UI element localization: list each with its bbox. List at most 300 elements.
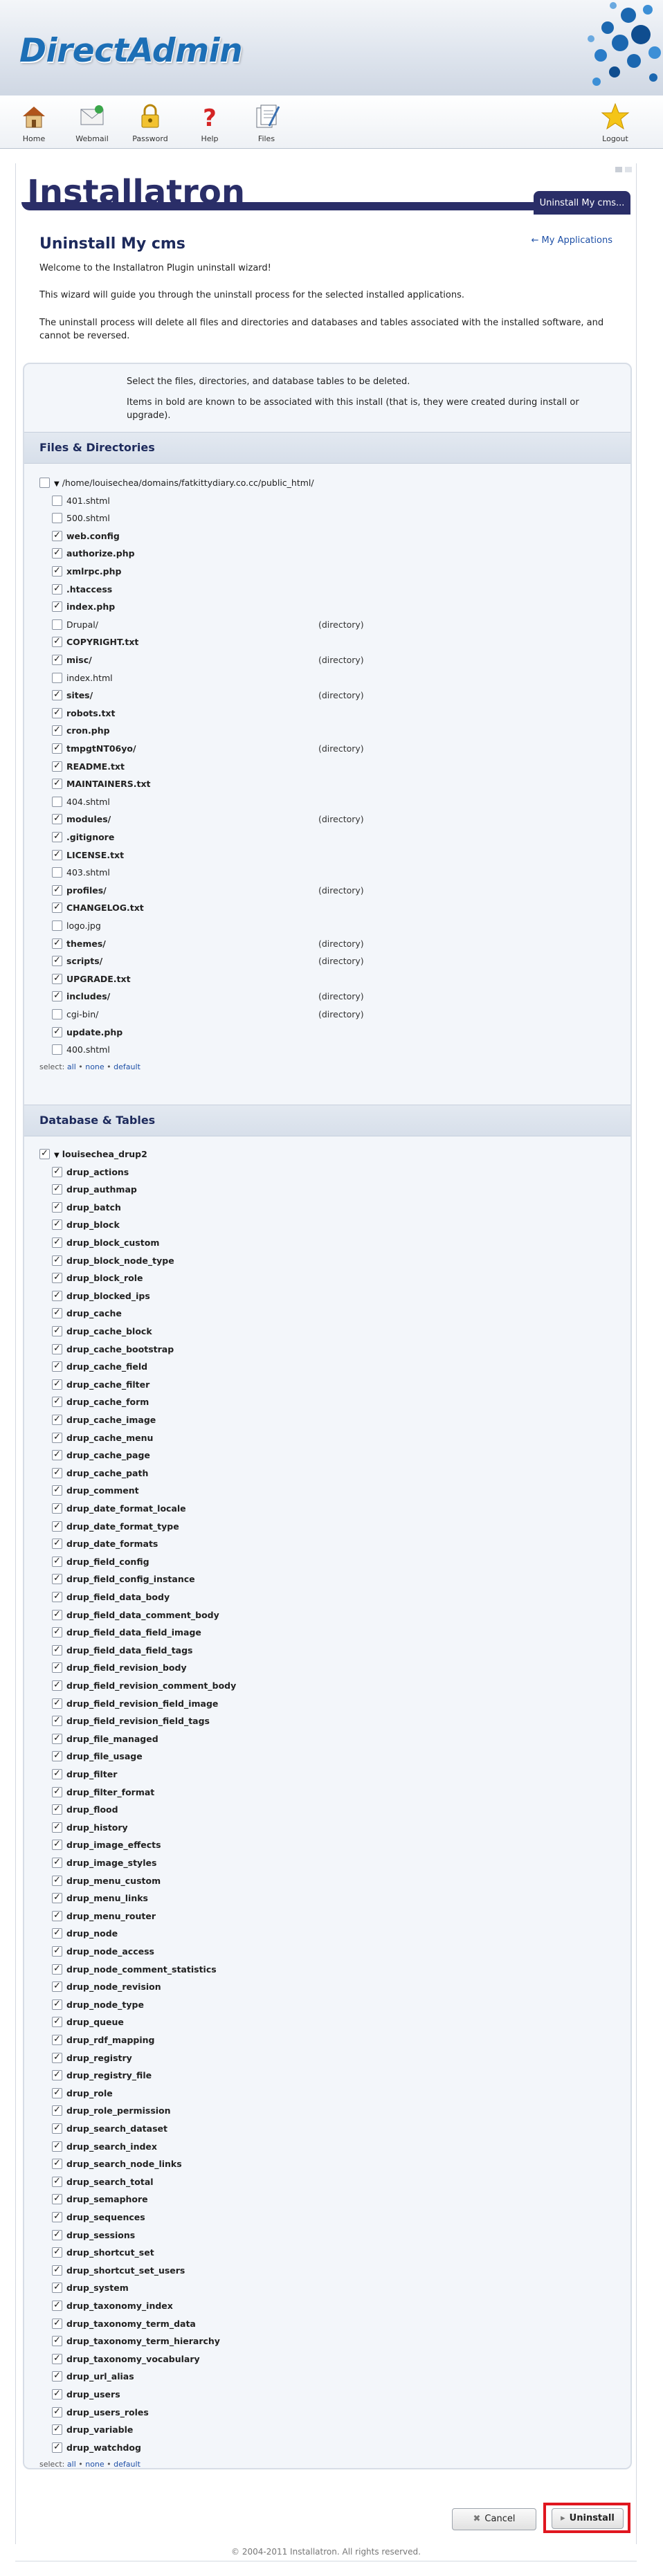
file-row[interactable] bbox=[52, 529, 120, 543]
db-table-row[interactable] bbox=[52, 2122, 167, 2136]
checkbox[interactable] bbox=[52, 2389, 62, 2400]
checkbox[interactable] bbox=[52, 2194, 62, 2204]
db-table-row[interactable] bbox=[52, 1165, 129, 1179]
checkbox[interactable] bbox=[52, 1237, 62, 1248]
directory-tag: (directory) bbox=[318, 690, 364, 701]
db-table-row[interactable] bbox=[52, 1325, 152, 1339]
table-name: drup_image_effects bbox=[66, 1840, 161, 1851]
checkbox[interactable] bbox=[52, 548, 62, 559]
checkbox[interactable] bbox=[52, 566, 62, 577]
checkbox[interactable] bbox=[52, 2070, 62, 2080]
table-name: drup_menu_links bbox=[66, 1893, 148, 1904]
checkbox[interactable] bbox=[52, 1397, 62, 1407]
checkbox[interactable] bbox=[52, 2354, 62, 2364]
db-table-row[interactable] bbox=[52, 1892, 148, 1905]
table-name: drup_menu_custom bbox=[66, 1875, 161, 1886]
select-none-link[interactable]: none bbox=[85, 1062, 105, 1071]
db-table-row[interactable] bbox=[52, 1590, 170, 1604]
checkbox[interactable] bbox=[52, 673, 62, 683]
file-row[interactable] bbox=[52, 653, 364, 667]
db-table-row[interactable] bbox=[52, 1910, 156, 1923]
table-name: drup_date_format_locale bbox=[66, 1503, 186, 1514]
checkbox[interactable] bbox=[52, 708, 62, 718]
db-table-row[interactable] bbox=[52, 1661, 187, 1675]
table-name: drup_field_revision_body bbox=[66, 1662, 187, 1674]
my-applications-link[interactable]: ← My Applications bbox=[531, 235, 612, 246]
cancel-button[interactable]: ✖ Cancel bbox=[452, 2508, 536, 2530]
file-row[interactable] bbox=[52, 777, 151, 791]
checkbox[interactable] bbox=[52, 1911, 62, 1921]
file-row[interactable] bbox=[52, 1026, 122, 1040]
checkbox[interactable] bbox=[52, 1255, 62, 1266]
db-table-row[interactable] bbox=[52, 1998, 144, 2012]
checkbox[interactable] bbox=[52, 1787, 62, 1797]
db-table-row[interactable] bbox=[52, 2317, 196, 2331]
checkbox[interactable] bbox=[52, 991, 62, 1001]
checkbox[interactable] bbox=[52, 920, 62, 931]
checkbox[interactable] bbox=[52, 1574, 62, 1584]
checkbox[interactable] bbox=[52, 637, 62, 647]
db-table-row[interactable] bbox=[52, 1236, 159, 1250]
db-table-row[interactable] bbox=[52, 1520, 179, 1534]
file-name: 404.shtml bbox=[66, 796, 110, 807]
file-row[interactable] bbox=[52, 689, 364, 702]
checkbox[interactable] bbox=[52, 1009, 62, 1019]
db-table-row[interactable] bbox=[52, 1431, 153, 1445]
db-table-row[interactable] bbox=[52, 1218, 120, 1232]
checkbox[interactable] bbox=[52, 1485, 62, 1496]
file-row[interactable] bbox=[52, 600, 115, 614]
checkbox[interactable] bbox=[52, 1202, 62, 1213]
directadmin-logo[interactable]: DirectAdmin bbox=[19, 32, 243, 70]
table-name: drup_field_config bbox=[66, 1556, 149, 1567]
table-name: drup_file_usage bbox=[66, 1751, 143, 1762]
table-name: drup_cache_image bbox=[66, 1415, 156, 1425]
checkbox[interactable] bbox=[52, 2265, 62, 2276]
nav-logout[interactable]: Logout bbox=[591, 101, 639, 143]
checkbox[interactable] bbox=[52, 1273, 62, 1283]
db-table-row[interactable] bbox=[52, 1572, 195, 1586]
table-name: drup_role_permission bbox=[66, 2105, 171, 2116]
db-table-row[interactable] bbox=[52, 1679, 236, 1693]
table-name: drup_shortcut_set_users bbox=[66, 2265, 185, 2276]
table-name: drup_block_role bbox=[66, 1273, 143, 1284]
checkbox[interactable] bbox=[52, 584, 62, 595]
db-table-row[interactable] bbox=[52, 1307, 122, 1321]
db-table-row[interactable] bbox=[52, 2140, 157, 2154]
question-icon bbox=[194, 101, 225, 131]
checkbox[interactable] bbox=[52, 1751, 62, 1761]
nav-webmail[interactable]: Webmail bbox=[68, 101, 116, 143]
checkbox[interactable] bbox=[52, 2177, 62, 2187]
nav-password[interactable]: Password bbox=[126, 101, 174, 143]
db-table-row[interactable] bbox=[52, 1963, 217, 1977]
file-row[interactable] bbox=[52, 937, 364, 951]
db-table-row[interactable] bbox=[52, 1484, 139, 1498]
checkbox[interactable] bbox=[52, 1592, 62, 1602]
table-name: drup_watchdog bbox=[66, 2442, 141, 2453]
db-table-row[interactable] bbox=[52, 2246, 154, 2260]
checkbox[interactable] bbox=[52, 2105, 62, 2116]
table-name: drup_node bbox=[66, 1928, 118, 1939]
file-row[interactable] bbox=[52, 547, 135, 561]
table-name: drup_node_revision bbox=[66, 1981, 161, 1993]
table-name: drup_field_data_field_tags bbox=[66, 1644, 193, 1656]
star-icon bbox=[600, 101, 630, 131]
checkbox[interactable] bbox=[52, 1539, 62, 1549]
svg-text:?: ? bbox=[203, 105, 217, 131]
checkbox[interactable] bbox=[52, 956, 62, 966]
file-row[interactable] bbox=[52, 511, 110, 525]
file-name: misc/ bbox=[66, 655, 92, 665]
checkbox[interactable] bbox=[52, 2088, 62, 2098]
checkbox[interactable] bbox=[52, 1928, 62, 1939]
table-name: drup_cache_field bbox=[66, 1361, 148, 1372]
file-row[interactable] bbox=[52, 972, 131, 986]
db-table-row[interactable] bbox=[52, 2264, 185, 2278]
checkbox[interactable] bbox=[52, 2017, 62, 2027]
checkbox[interactable] bbox=[52, 1167, 62, 1177]
db-section-header: Database & Tables bbox=[24, 1105, 630, 1136]
checkbox[interactable] bbox=[52, 2141, 62, 2152]
file-row[interactable] bbox=[52, 583, 112, 597]
uninstall-highlight bbox=[543, 2503, 630, 2533]
table-name: drup_blocked_ips bbox=[66, 1290, 150, 1301]
checkbox[interactable] bbox=[52, 1858, 62, 1868]
db-table-row[interactable] bbox=[52, 1838, 161, 1852]
checkbox[interactable] bbox=[52, 1521, 62, 1532]
files-root[interactable] bbox=[39, 476, 314, 490]
checkbox[interactable] bbox=[52, 513, 62, 523]
checkbox[interactable] bbox=[52, 885, 62, 896]
file-name: profiles/ bbox=[66, 885, 107, 896]
db-table-row[interactable] bbox=[52, 1254, 174, 1268]
banner-tab: Uninstall My cms... bbox=[534, 191, 630, 215]
table-name: drup_sessions bbox=[66, 2229, 136, 2240]
db-table-row[interactable] bbox=[52, 1555, 149, 1569]
expand-triangle-icon[interactable]: ▼ bbox=[54, 1152, 60, 1159]
db-table-row[interactable] bbox=[52, 1378, 149, 1392]
db-table-row[interactable] bbox=[52, 1502, 186, 1516]
checkbox[interactable] bbox=[52, 601, 62, 612]
installatron-logo: Installatron bbox=[27, 173, 245, 212]
file-row[interactable] bbox=[52, 849, 124, 862]
db-table-row[interactable] bbox=[52, 2229, 135, 2242]
file-row[interactable] bbox=[52, 760, 125, 774]
checkbox[interactable] bbox=[52, 761, 62, 772]
checkbox[interactable] bbox=[52, 2283, 62, 2293]
directory-tag: (directory) bbox=[318, 814, 364, 825]
db-table-row[interactable] bbox=[52, 2334, 220, 2348]
select-default-link[interactable]: default bbox=[113, 1062, 140, 1071]
checkbox[interactable] bbox=[52, 1769, 62, 1779]
db-root-name: louisechea_drup2 bbox=[62, 1149, 147, 1159]
checkbox[interactable] bbox=[52, 1840, 62, 1850]
db-table-row[interactable] bbox=[52, 1644, 193, 1658]
table-name: drup_rdf_mapping bbox=[66, 2035, 155, 2045]
checkbox[interactable] bbox=[39, 478, 50, 488]
checkbox[interactable] bbox=[52, 2123, 62, 2134]
db-table-row[interactable] bbox=[52, 1608, 219, 1622]
db-table-row[interactable] bbox=[52, 1732, 158, 1746]
checkbox[interactable] bbox=[52, 1326, 62, 1336]
table-name: drup_field_revision_field_tags bbox=[66, 1716, 210, 1727]
table-name: drup_block_node_type bbox=[66, 1255, 174, 1266]
db-table-row[interactable] bbox=[52, 1786, 154, 1799]
db-table-row[interactable] bbox=[52, 1360, 147, 1374]
file-row[interactable] bbox=[52, 795, 110, 809]
checkbox[interactable] bbox=[52, 779, 62, 789]
checkbox[interactable] bbox=[52, 902, 62, 913]
file-name: update.php bbox=[66, 1026, 123, 1037]
file-name: CHANGELOG.txt bbox=[66, 902, 144, 914]
checkbox[interactable] bbox=[52, 1450, 62, 1460]
db-table-row[interactable] bbox=[52, 1750, 143, 1763]
file-name: 403.shtml bbox=[66, 867, 110, 878]
checkbox[interactable] bbox=[52, 1027, 62, 1037]
checkbox[interactable] bbox=[52, 1415, 62, 1425]
checkbox[interactable] bbox=[52, 1680, 62, 1691]
checkbox[interactable] bbox=[52, 1876, 62, 1886]
db-table-row[interactable] bbox=[52, 1714, 210, 1728]
select-none-link[interactable]: none bbox=[85, 2460, 105, 2469]
intro-warning: The uninstall process will delete all files and directories and databases and tables associated with the installed software, and cannot be reversed. bbox=[39, 318, 604, 341]
checkbox[interactable] bbox=[52, 814, 62, 824]
checkbox[interactable] bbox=[52, 2371, 62, 2382]
table-name: drup_flood bbox=[66, 1804, 118, 1815]
checkbox[interactable] bbox=[52, 1662, 62, 1673]
db-table-row[interactable] bbox=[52, 1289, 150, 1303]
db-table-row[interactable] bbox=[52, 2051, 132, 2065]
db-table-row[interactable] bbox=[52, 2281, 129, 2295]
db-table-row[interactable] bbox=[52, 1201, 121, 1215]
checkbox[interactable] bbox=[52, 1468, 62, 1478]
db-table-row[interactable] bbox=[52, 2175, 154, 2189]
db-table-row[interactable] bbox=[52, 1803, 118, 1817]
file-row[interactable] bbox=[52, 954, 364, 968]
file-row[interactable] bbox=[52, 618, 364, 632]
db-table-row[interactable] bbox=[52, 2104, 171, 2118]
checkbox[interactable] bbox=[52, 496, 62, 506]
file-name: themes/ bbox=[66, 938, 106, 949]
checkbox[interactable] bbox=[52, 797, 62, 807]
checkbox[interactable] bbox=[52, 655, 62, 665]
checkbox[interactable] bbox=[52, 1344, 62, 1354]
file-row[interactable] bbox=[52, 635, 138, 649]
checkbox[interactable] bbox=[52, 1184, 62, 1195]
files-root-path: /home/louisechea/domains/fatkittydiary.co.cc/public_html/ bbox=[62, 478, 314, 488]
checkbox[interactable] bbox=[52, 1946, 62, 1957]
checkbox[interactable] bbox=[52, 1291, 62, 1301]
file-row[interactable] bbox=[52, 742, 364, 756]
checkbox[interactable] bbox=[52, 867, 62, 878]
table-name: drup_field_data_field_image bbox=[66, 1627, 201, 1638]
db-table-row[interactable] bbox=[52, 1821, 128, 1835]
checkbox[interactable] bbox=[52, 531, 62, 541]
db-table-row[interactable] bbox=[52, 1467, 148, 1480]
checkbox[interactable] bbox=[52, 2159, 62, 2169]
installatron-banner bbox=[21, 173, 630, 212]
db-table-row[interactable] bbox=[52, 1449, 150, 1462]
checkbox[interactable] bbox=[52, 2230, 62, 2240]
logo-bubbles-decoration bbox=[525, 0, 663, 96]
file-row[interactable] bbox=[52, 724, 110, 738]
checkbox[interactable] bbox=[52, 1893, 62, 1903]
checkbox[interactable] bbox=[52, 850, 62, 860]
select-default-link[interactable]: default bbox=[113, 2460, 140, 2469]
file-row[interactable] bbox=[52, 1043, 110, 1057]
checkbox[interactable] bbox=[39, 1149, 50, 1159]
checkbox[interactable] bbox=[52, 690, 62, 700]
file-row[interactable] bbox=[52, 901, 144, 915]
checkbox[interactable] bbox=[52, 1734, 62, 1744]
table-name: drup_taxonomy_term_hierarchy bbox=[66, 2336, 220, 2347]
checkbox[interactable] bbox=[52, 743, 62, 754]
table-name: drup_taxonomy_term_data bbox=[66, 2318, 196, 2329]
checkbox[interactable] bbox=[52, 1433, 62, 1443]
db-table-row[interactable] bbox=[52, 1343, 174, 1357]
file-row[interactable] bbox=[52, 919, 101, 933]
file-row[interactable] bbox=[52, 565, 121, 579]
db-table-row[interactable] bbox=[52, 1874, 161, 1888]
db-table-row[interactable] bbox=[52, 2352, 200, 2366]
db-table-row[interactable] bbox=[52, 2441, 141, 2455]
action-buttons bbox=[16, 2498, 636, 2540]
checkbox[interactable] bbox=[52, 1627, 62, 1638]
checkbox[interactable] bbox=[52, 1716, 62, 1726]
checkbox[interactable] bbox=[52, 1981, 62, 1992]
table-name: drup_actions bbox=[66, 1166, 129, 1177]
checkbox[interactable] bbox=[52, 832, 62, 842]
checkbox[interactable] bbox=[52, 2336, 62, 2346]
db-table-row[interactable] bbox=[52, 1626, 201, 1640]
checkbox[interactable] bbox=[52, 938, 62, 949]
checkbox[interactable] bbox=[52, 1379, 62, 1390]
file-row[interactable] bbox=[52, 813, 364, 826]
checkbox[interactable] bbox=[52, 1219, 62, 1230]
table-name: drup_search_node_links bbox=[66, 2159, 182, 2170]
db-table-row[interactable] bbox=[52, 1927, 118, 1941]
file-name: includes/ bbox=[66, 991, 111, 1002]
db-table-row[interactable] bbox=[52, 2299, 173, 2313]
checkbox[interactable] bbox=[52, 2407, 62, 2418]
db-table-row[interactable] bbox=[52, 1768, 117, 1781]
db-root[interactable] bbox=[39, 1148, 147, 1161]
checkbox[interactable] bbox=[52, 1361, 62, 1372]
db-table-row[interactable] bbox=[52, 2211, 145, 2224]
checkbox[interactable] bbox=[52, 2442, 62, 2453]
db-table-row[interactable] bbox=[52, 2015, 124, 2029]
file-row[interactable] bbox=[52, 866, 110, 880]
file-name: cgi-bin/ bbox=[66, 1009, 99, 1019]
nav-help[interactable]: ? Help bbox=[185, 101, 234, 143]
nav-files[interactable]: Files bbox=[242, 101, 291, 143]
checkbox[interactable] bbox=[52, 974, 62, 984]
db-table-row[interactable] bbox=[52, 1537, 158, 1551]
checkbox[interactable] bbox=[52, 1645, 62, 1656]
file-row[interactable] bbox=[52, 707, 115, 720]
file-row[interactable] bbox=[52, 990, 364, 1004]
checkbox[interactable] bbox=[52, 1999, 62, 2010]
checkbox[interactable] bbox=[52, 725, 62, 736]
db-table-row[interactable] bbox=[52, 1945, 154, 1959]
expand-triangle-icon[interactable]: ▼ bbox=[54, 480, 60, 488]
table-name: drup_block bbox=[66, 1219, 120, 1231]
file-row[interactable] bbox=[52, 884, 364, 898]
table-name: drup_role bbox=[66, 2087, 113, 2098]
checkbox[interactable] bbox=[52, 1044, 62, 1055]
table-name: drup_taxonomy_vocabulary bbox=[66, 2353, 200, 2364]
select-all-link[interactable]: all bbox=[66, 2460, 76, 2469]
file-row[interactable] bbox=[52, 1008, 364, 1022]
main-nav bbox=[0, 96, 663, 149]
table-name: drup_taxonomy_index bbox=[66, 2301, 173, 2311]
checkbox[interactable] bbox=[52, 1964, 62, 1975]
db-table-row[interactable] bbox=[52, 2157, 182, 2171]
db-table-row[interactable] bbox=[52, 2406, 149, 2420]
checkbox[interactable] bbox=[52, 1698, 62, 1709]
checkbox[interactable] bbox=[52, 619, 62, 630]
directory-tag: (directory) bbox=[318, 885, 364, 896]
table-name: drup_registry_file bbox=[66, 2070, 152, 2081]
db-table-row[interactable] bbox=[52, 2370, 134, 2384]
nav-home[interactable]: Home bbox=[10, 101, 58, 143]
file-name: .gitignore bbox=[66, 832, 115, 842]
checkbox[interactable] bbox=[52, 2424, 62, 2435]
db-table-row[interactable] bbox=[52, 1395, 149, 1409]
uninstall-button[interactable]: ▸ Uninstall bbox=[552, 2508, 624, 2529]
intro-guide: This wizard will guide you through the uninstall process for the selected installed applications. bbox=[39, 290, 465, 300]
checkbox[interactable] bbox=[52, 1610, 62, 1620]
select-all-link[interactable]: all bbox=[66, 1062, 76, 1071]
checkbox[interactable] bbox=[52, 1557, 62, 1567]
file-row[interactable] bbox=[52, 494, 110, 508]
db-table-row[interactable] bbox=[52, 2087, 113, 2101]
copyright: © 2004-2011 Installatron. All rights reserved. bbox=[231, 2547, 421, 2557]
db-table-row[interactable] bbox=[52, 1697, 218, 1711]
db-table-row[interactable] bbox=[52, 2423, 133, 2437]
table-name: drup_semaphore bbox=[66, 2194, 148, 2205]
checkbox[interactable] bbox=[52, 1822, 62, 1833]
table-name: drup_cache_block bbox=[66, 1326, 152, 1336]
db-table-row[interactable] bbox=[52, 1980, 161, 1994]
db-table-row[interactable] bbox=[52, 2193, 148, 2206]
table-name: drup_search_dataset bbox=[66, 2123, 167, 2134]
file-row[interactable] bbox=[52, 671, 113, 685]
db-table-row[interactable] bbox=[52, 2388, 120, 2402]
page-title: Uninstall My cms bbox=[39, 235, 185, 253]
file-name: tmpgtNT06yo/ bbox=[66, 743, 136, 754]
db-table-row[interactable] bbox=[52, 1856, 156, 1870]
checkbox[interactable] bbox=[52, 2247, 62, 2258]
checkbox[interactable] bbox=[52, 1503, 62, 1514]
db-table-row[interactable] bbox=[52, 2069, 152, 2083]
file-row[interactable] bbox=[52, 831, 114, 844]
table-name: drup_node_comment_statistics bbox=[66, 1963, 217, 1975]
checkbox[interactable] bbox=[52, 2053, 62, 2063]
db-table-row[interactable] bbox=[52, 1183, 137, 1197]
db-table-row[interactable] bbox=[52, 2033, 155, 2047]
table-name: drup_filter bbox=[66, 1769, 118, 1779]
checkbox[interactable] bbox=[52, 1804, 62, 1815]
checkbox[interactable] bbox=[52, 2035, 62, 2045]
db-table-row[interactable] bbox=[52, 1413, 156, 1427]
checkbox[interactable] bbox=[52, 2212, 62, 2222]
checkbox[interactable] bbox=[52, 2319, 62, 2329]
checkbox[interactable] bbox=[52, 1308, 62, 1318]
db-table-row[interactable] bbox=[52, 1271, 143, 1285]
checkbox[interactable] bbox=[52, 2301, 62, 2311]
